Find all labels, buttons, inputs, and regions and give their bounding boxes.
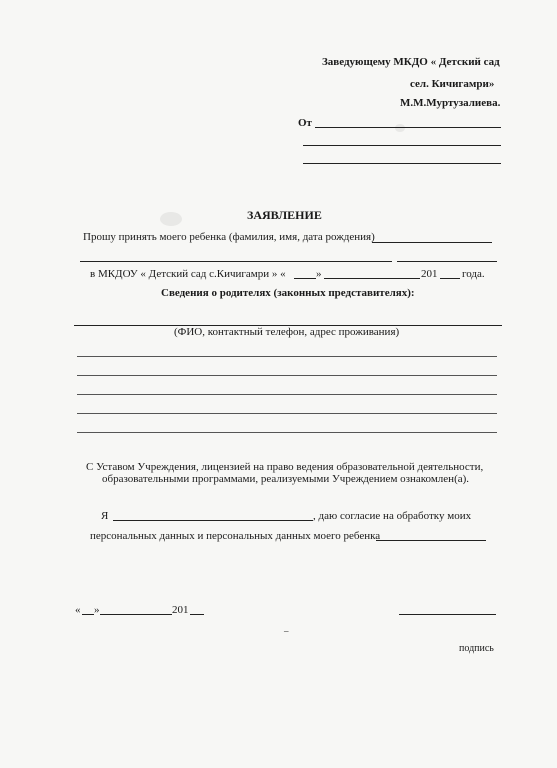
footer-year-field[interactable] [190,614,204,615]
consent-i: Я [101,510,109,522]
document-title: ЗАЯВЛЕНИЕ [247,208,322,222]
parents-field-line[interactable] [77,413,497,414]
parents-field-line[interactable] [77,394,497,395]
consent-text-2: персональных данных и персональных данных моего ребенка [90,530,381,542]
footer-month-field[interactable] [100,614,172,615]
day-field[interactable] [294,278,316,279]
year-suffix: года. [462,268,485,280]
date-open-quote: « [75,604,81,616]
charter-text-1: С Уставом Учреждения, лицензией на право ведения образовательной деятельности, [86,461,484,473]
parents-field-line[interactable] [77,375,497,376]
month-field[interactable] [324,278,420,279]
footer-year-prefix: 201 [172,604,189,616]
from-field-line-2[interactable] [303,145,501,146]
from-field-line-1[interactable] [315,127,501,128]
request-text: Прошу принять моего ребенка (фамилия, имя, дата рождения) [83,231,375,243]
charter-text-2: образовательными программами, реализуемыми Учреждением ознакомлен(а). [102,473,470,485]
quote-close: » [316,268,322,280]
stray-dash: – [284,626,289,636]
consent-signature-field[interactable] [376,540,486,541]
institution-text: в МКДОУ « Детский сад с.Кичигамри » « [90,268,286,280]
signature-field[interactable] [399,614,496,615]
year-prefix: 201 [421,268,438,280]
recipient-line-2: сел. Кичигамри» [410,78,495,90]
scan-smudge [160,212,182,226]
signature-label: подпись [459,643,494,654]
recipient-line-3: М.М.Муртузалиева. [400,97,501,109]
parents-heading: Сведения о родителях (законных представителях): [161,287,415,299]
date-close-quote: » [94,604,100,616]
consent-name-field[interactable] [113,520,313,521]
parents-field-line[interactable] [77,356,497,357]
consent-text-1: , даю согласие на обработку моих [313,510,472,522]
scan-smudge [395,124,405,132]
parents-field-line[interactable] [77,432,497,433]
from-field-line-3[interactable] [303,163,501,164]
footer-day-field[interactable] [82,614,94,615]
child-info-field[interactable] [372,242,492,243]
recipient-line-1: Заведующему МКДО « Детский сад [322,56,500,68]
parents-caption: (ФИО, контактный телефон, адрес проживания) [174,326,400,338]
child-info-field-2[interactable] [80,261,392,262]
year-field[interactable] [440,278,460,279]
child-info-field-3[interactable] [397,261,497,262]
from-label: От [298,117,312,129]
